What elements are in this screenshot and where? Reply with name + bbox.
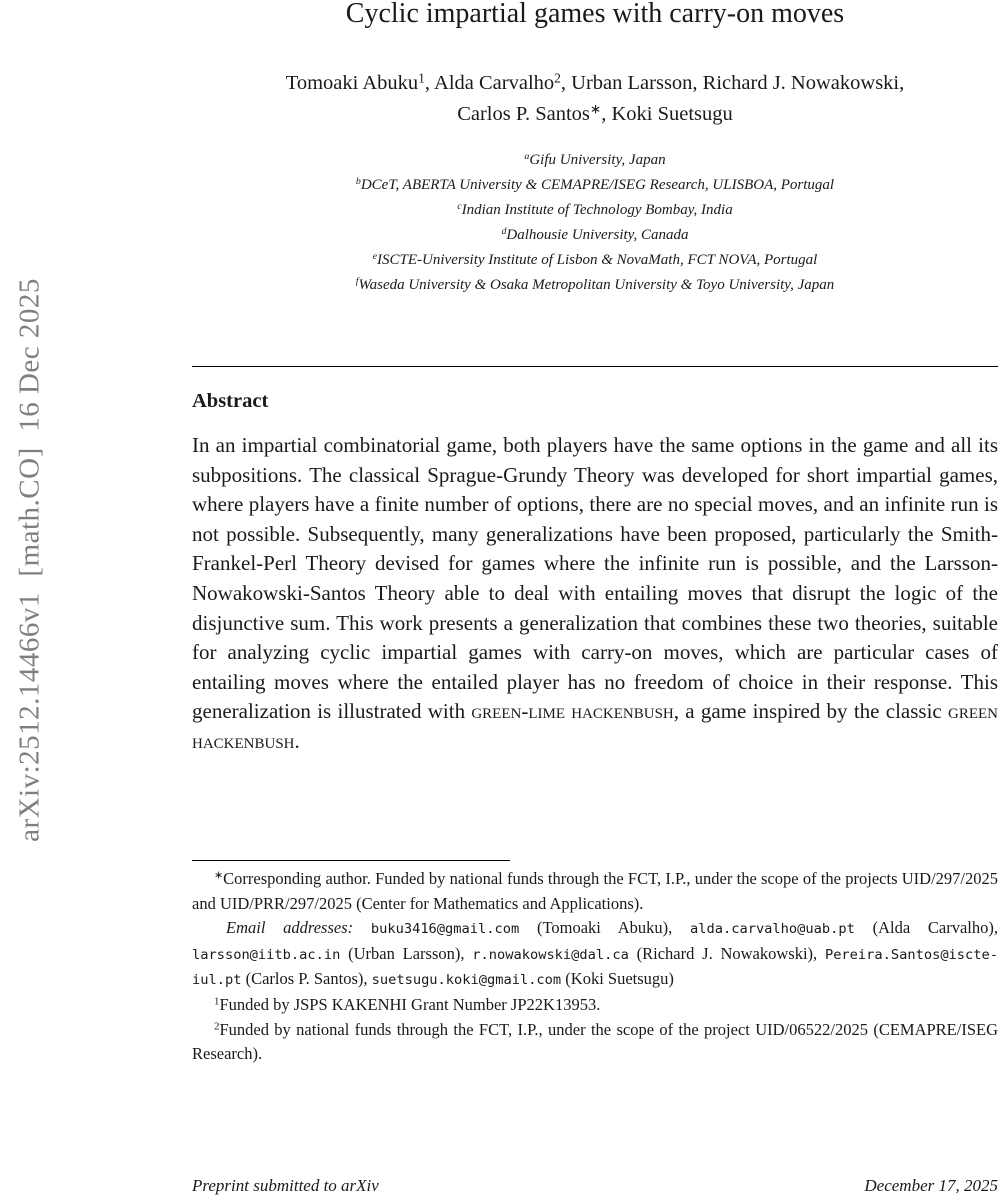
paper-title: Cyclic impartial games with carry-on moves [345,0,845,29]
footnote-emails: Email addresses: buku3416@gmail.com (Tomoaki Abuku), alda.carvalho@uab.pt (Alda Carvalho), larsson@iitb.ac.in (Urban Larsson), r.nowakowski@dal.ca (Richard J. Nowakowski), Pereira.Santos@iscte-iul.pt (Carlos P. Santos), suetsugu.koki@gmail.com (Koki Suetsugu) [192,918,999,989]
arxiv-watermark: arXiv:2512.14466v1 [math.CO] 16 Dec 2025 [13,278,46,842]
authors-line: Tomoaki Abuku$^1$, Alda Carvalho$^2$, Urban Larsson, Richard J. Nowakowski, Carlos P. Santos∗, Koki Suetsugu [285,70,905,125]
section-divider-rule [192,366,998,367]
footnote-funding-2: $^2$Funded by national funds through the FCT, I.P., under the scope of the project UID/06522/2025 (CEMAPRE/ISEG Research). [192,1019,998,1064]
affiliation-line: $^e$ISCTE-University Institute of Lisbon & NovaMath, FCT NOVA, Portugal [372,251,818,268]
affiliation-line: $^c$Indian Institute of Technology Bombay, India [457,201,733,218]
footnote-corresponding-author: ∗Corresponding author. Funded by national funds through the FCT, I.P., under the scope of the projects UID/297/2025 and UID/PRR/297/2025 (Center for Mathematics and Applications). [192,869,998,913]
affiliation-line: $^d$Dalhousie University, Canada [501,226,689,243]
affiliation-line: $^f$Waseda University & Osaka Metropolitan University & Toyo University, Japan [355,276,835,293]
abstract-text: In an impartial combinatorial game, both players have the same options in the game and all its subpositions. The classical Sprague-Grundy Theory was developed for short impartial games, where players have a finite number of options, there are no special moves, and an infinite run is not possible. Subsequently, many generalizations have been proposed, particularly the Smith-Frankel-Perl Theory devised for games where the infinite run is possible, and the Larsson-Nowakowski-Santos Theory able to deal with entailing moves that disrupt the logic of the disjunctive sum. This work presents a generalization that combines these two theories, suitable for analyzing cyclic impartial games with carry-on moves, which are particular cases of entailing moves where the entailed player has no freedom of choice in their response. This generalization is illustrated with green-lime hackenbush, a game inspired by the classic green hackenbush. [192,433,999,753]
preprint-note: Preprint submitted to arXiv [192,1176,379,1195]
affiliation-line: $^b$DCeT, ABERTA University & CEMAPRE/ISEG Research, ULISBOA, Portugal [355,176,835,193]
affiliations-block [192,148,998,298]
abstract-heading: Abstract [192,390,269,412]
paper-content [192,0,998,1200]
footnotes-block [192,867,998,1067]
submission-date: December 17, 2025 [864,1176,998,1195]
affiliation-line: $^a$Gifu University, Japan [524,151,666,168]
footnote-funding-1: $^1$Funded by JSPS KAKENHI Grant Number JP22K13953. [214,994,601,1014]
footnote-rule [192,860,510,861]
